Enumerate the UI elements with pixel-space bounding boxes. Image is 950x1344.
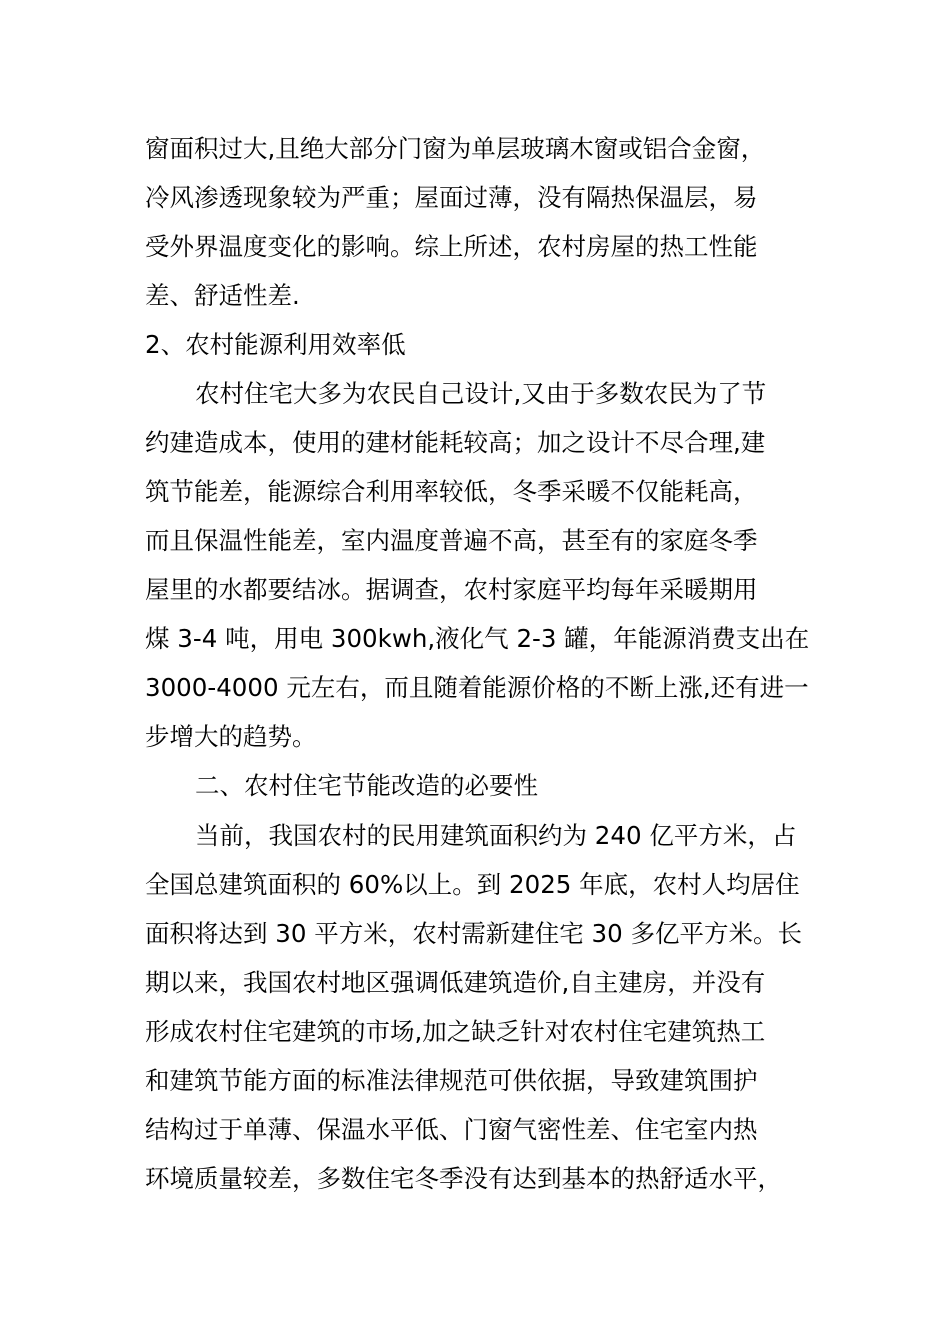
- section-heading: 二、农村住宅节能改造的必要性: [195, 771, 538, 800]
- text-line: 步增大的趋势。: [145, 722, 317, 751]
- text-line: 形成农村住宅建筑的市场,加之缺乏针对农村住宅建筑热工: [145, 1017, 766, 1046]
- text-line: 3000-4000 元左右，而且随着能源价格的不断上涨,还有进一: [145, 673, 809, 702]
- text-line: 农村住宅大多为农民自己设计,又由于多数农民为了节: [195, 379, 767, 408]
- text-line: 当前，我国农村的民用建筑面积约为 240 亿平方米，占: [195, 821, 797, 850]
- text-line: 受外界温度变化的影响。综上所述，农村房屋的热工性能: [145, 232, 758, 261]
- text-line: 结构过于单薄、保温水平低、门窗气密性差、住宅室内热: [145, 1115, 758, 1144]
- text-line: 全国总建筑面积的 60%以上。到 2025 年底，农村人均居住: [145, 870, 800, 899]
- text-line: 而且保温性能差，室内温度普遍不高，甚至有的家庭冬季: [145, 526, 758, 555]
- text-line: 差、舒适性差.: [145, 281, 300, 310]
- text-line: 冷风渗透现象较为严重；屋面过薄，没有隔热保温层，易: [145, 183, 758, 212]
- text-line: 屋里的水都要结冰。据调查，农村家庭平均每年采暖期用: [145, 575, 758, 604]
- text-line: 窗面积过大,且绝大部分门窗为单层玻璃木窗或铝合金窗，: [145, 134, 766, 163]
- text-line: 面积将达到 30 平方米，农村需新建住宅 30 多亿平方米。长: [145, 919, 802, 948]
- section-heading: 2、农村能源利用效率低: [145, 330, 406, 359]
- text-line: 环境质量较差，多数住宅冬季没有达到基本的热舒适水平，: [145, 1164, 782, 1193]
- text-line: 筑节能差，能源综合利用率较低，冬季采暖不仅能耗高，: [145, 477, 758, 506]
- text-line: 期以来，我国农村地区强调低建筑造价,自主建房，并没有: [145, 968, 766, 997]
- text-line: 约建造成本，使用的建材能耗较高；加之设计不尽合理,建: [145, 428, 766, 457]
- text-line: 煤 3-4 吨，用电 300kwh,液化气 2-3 罐，年能源消费支出在: [145, 624, 810, 653]
- text-line: 和建筑节能方面的标准法律规范可供依据，导致建筑围护: [145, 1066, 758, 1095]
